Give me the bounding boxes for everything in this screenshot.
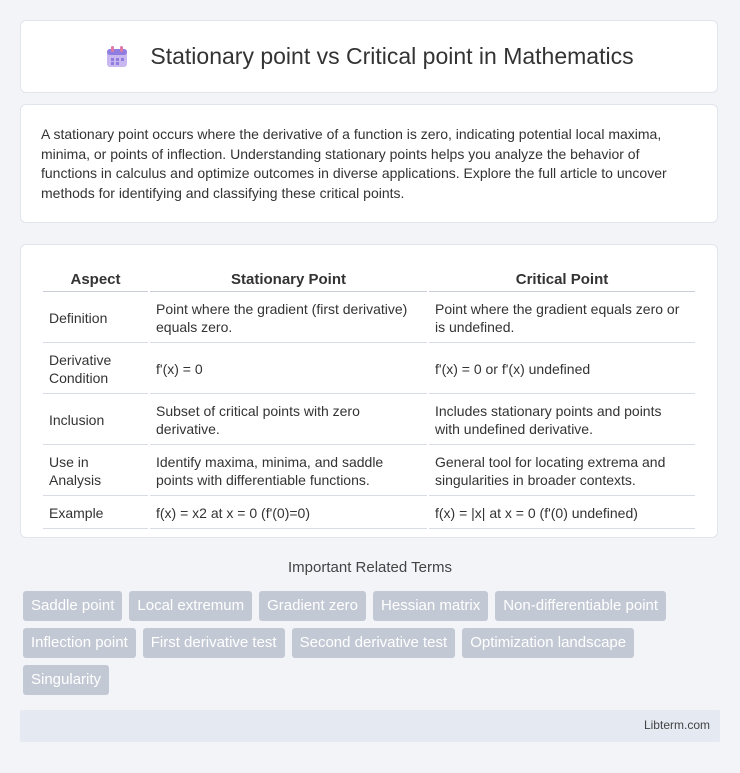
table-row — [43, 447, 695, 496]
related-term-tag[interactable]: Gradient zero — [259, 591, 366, 621]
stationary-cell: Subset of critical points with zero derivative. — [150, 396, 427, 445]
table-header-row — [43, 267, 695, 292]
related-terms-title: Important Related Terms — [288, 559, 452, 576]
header-critical: Critical Point — [429, 267, 695, 292]
related-term-tag[interactable]: Inflection point — [23, 628, 136, 658]
comparison-table — [41, 265, 697, 531]
table-row — [43, 498, 695, 529]
table-row — [43, 294, 695, 343]
related-term-tag[interactable]: Second derivative test — [292, 628, 456, 658]
title-card — [20, 20, 718, 93]
critical-cell: f(x) = |x| at x = 0 (f'(0) undefined) — [429, 498, 695, 529]
related-term-tag[interactable]: Singularity — [23, 665, 109, 695]
aspect-cell: Definition — [43, 294, 148, 343]
intro-text: A stationary point occurs where the derivative of a function is zero, indicating potential local maxima, minima, or points of inflection. Understanding stationary points helps you analyze the behavior of functions in calculus and optimize outcomes in diverse applications. Explore the full article to uncover methods for identifying and classifying these critical points. — [41, 126, 667, 201]
stationary-cell: Point where the gradient (first derivative) equals zero. — [150, 294, 427, 343]
aspect-cell: Example — [43, 498, 148, 529]
calendar-icon — [104, 44, 130, 70]
critical-cell: f'(x) = 0 or f'(x) undefined — [429, 345, 695, 394]
related-term-tag[interactable]: Non-differentiable point — [495, 591, 666, 621]
related-term-tag[interactable]: Local extremum — [129, 591, 252, 621]
comparison-card — [20, 244, 718, 538]
related-terms-list — [23, 591, 713, 702]
aspect-cell: Use in Analysis — [43, 447, 148, 496]
stationary-cell: f(x) = x2 at x = 0 (f'(0)=0) — [150, 498, 427, 529]
related-term-tag[interactable]: First derivative test — [143, 628, 285, 658]
table-row — [43, 345, 695, 394]
footer-brand-link[interactable]: Libterm.com — [643, 718, 710, 732]
critical-cell: Point where the gradient equals zero or is undefined. — [429, 294, 695, 343]
stationary-cell: Identify maxima, minima, and saddle points with differentiable functions. — [150, 447, 427, 496]
critical-cell: General tool for locating extrema and singularities in broader contexts. — [429, 447, 695, 496]
related-term-tag[interactable]: Optimization landscape — [462, 628, 634, 658]
aspect-cell: Derivative Condition — [43, 345, 148, 394]
aspect-cell: Inclusion — [43, 396, 148, 445]
related-term-tag[interactable]: Saddle point — [23, 591, 122, 621]
critical-cell: Includes stationary points and points with undefined derivative. — [429, 396, 695, 445]
table-row — [43, 396, 695, 445]
related-term-tag[interactable]: Hessian matrix — [373, 591, 488, 621]
footer — [20, 710, 720, 742]
page-title: Stationary point vs Critical point in Mathematics — [150, 43, 634, 69]
header-aspect: Aspect — [43, 267, 148, 292]
intro-card — [20, 104, 718, 223]
header-stationary: Stationary Point — [150, 267, 427, 292]
stationary-cell: f'(x) = 0 — [150, 345, 427, 394]
